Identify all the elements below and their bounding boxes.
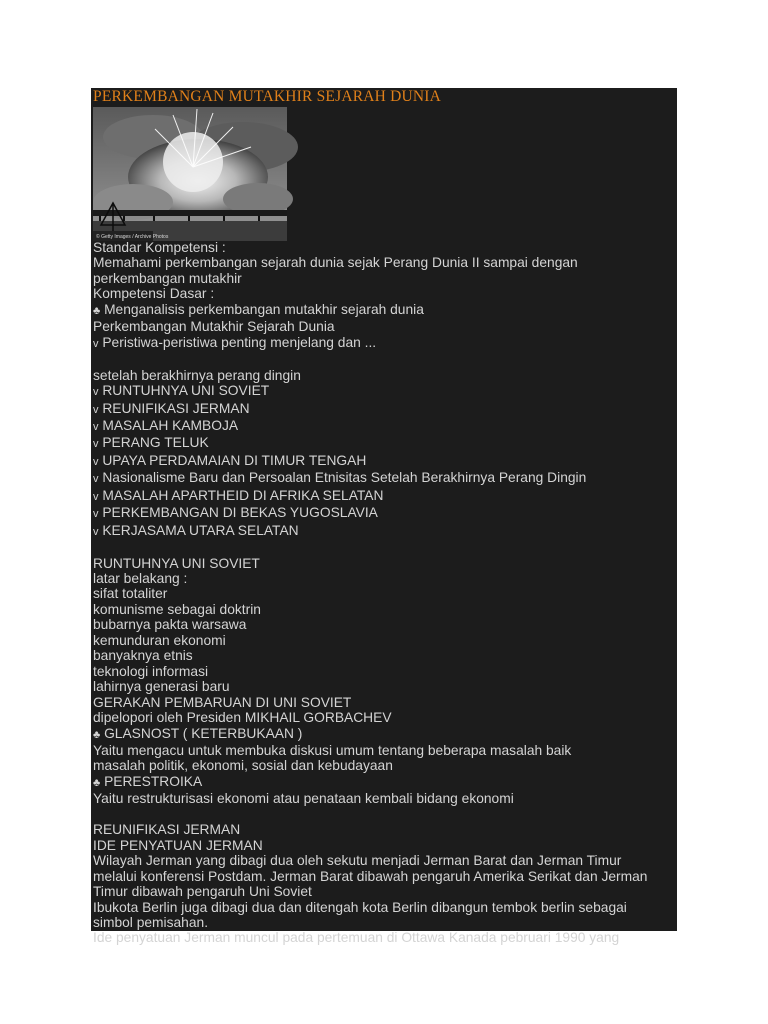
club-bullet-icon: ♣ — [93, 728, 101, 741]
v-bullet-icon: v — [93, 455, 99, 468]
page-title: PERKEMBANGAN MUTAKHIR SEJARAH DUNIA — [93, 88, 442, 105]
text-line: melalui konferensi Postdam. Jerman Barat dibawah pengaruh Amerika Serikat dan Jerman — [93, 868, 648, 884]
text-line: Perkembangan Mutakhir Sejarah Dunia — [93, 319, 335, 335]
text-line: Ide penyatuan Jerman muncul pada pertemuan di Ottawa Kanada pebruari 1990 yang — [93, 930, 620, 946]
blank-line — [93, 807, 675, 822]
list-item: ♣ Menganalisis perkembangan mutakhir sejarah dunia — [93, 301, 424, 317]
v-bullet-icon: v — [93, 473, 99, 486]
text-line: simbol pemisahan. — [93, 914, 209, 930]
text-line: masalah politik, ekonomi, sosial dan kebudayaan — [93, 758, 393, 774]
text-line: bubarnya pakta warsawa — [93, 617, 247, 633]
list-item: ♣ PERESTROIKA — [93, 773, 203, 789]
text-line: Yaitu mengacu untuk membuka diskusi umum tentang beberapa masalah baik — [93, 743, 572, 759]
list-item: v Peristiwa-peristiwa penting menjelang dan ... — [93, 334, 377, 350]
v-bullet-icon: v — [93, 420, 99, 433]
list-item: ♣ GLASNOST ( KETERBUKAAN ) — [93, 725, 303, 741]
v-bullet-icon: v — [93, 386, 99, 399]
v-bullet-icon: v — [93, 337, 99, 350]
photo-caption: © Getty Images / Archive Photos — [96, 234, 169, 240]
text-line: lahirnya generasi baru — [93, 679, 230, 695]
blank-line — [93, 540, 675, 555]
text-line: latar belakang : — [93, 571, 188, 587]
list-item: v UPAYA PERDAMAIAN DI TIMUR TENGAH — [93, 452, 367, 468]
text-line: Timur dibawah pengaruh Uni Soviet — [93, 884, 312, 900]
text-line: kemunduran ekonomi — [93, 632, 226, 648]
text-line: dipelopori oleh Presiden MIKHAIL GORBACHEV — [93, 710, 392, 726]
text-line: sifat totaliter — [93, 586, 168, 602]
text-line: Ibukota Berlin juga dibagi dua dan ditengah kota Berlin dibangun tembok berlin sebagai — [93, 899, 627, 915]
blank-line — [93, 352, 675, 367]
text-line: teknologi informasi — [93, 663, 209, 679]
section-heading: REUNIFIKASI JERMAN — [93, 822, 241, 838]
v-bullet-icon: v — [93, 508, 99, 521]
explosion-photo — [93, 107, 287, 241]
list-item: v RUNTUHNYA UNI SOVIET — [93, 383, 270, 399]
text-line: komunisme sebagai doktrin — [93, 601, 261, 617]
list-item: v Nasionalisme Baru dan Persoalan Etnisitas Setelah Berakhirnya Perang Dingin — [93, 470, 587, 486]
text-line: setelah berakhirnya perang dingin — [93, 367, 301, 383]
section-heading: RUNTUHNYA UNI SOVIET — [93, 555, 260, 571]
text-line: Yaitu restrukturisasi ekonomi atau penataan kembali bidang ekonomi — [93, 791, 514, 807]
list-item: v PERKEMBANGAN DI BEKAS YUGOSLAVIA — [93, 505, 378, 521]
section-heading: IDE PENYATUAN JERMAN — [93, 837, 263, 853]
text-line: Wilayah Jerman yang dibagi dua oleh sekutu menjadi Jerman Barat dan Jerman Timur — [93, 853, 622, 869]
v-bullet-icon: v — [93, 525, 99, 538]
text-line: Memahami perkembangan sejarah dunia sejak Perang Dunia II sampai dengan — [93, 255, 578, 271]
v-bullet-icon: v — [93, 403, 99, 416]
text-line: Standar Kompetensi : — [93, 240, 226, 255]
list-item: v KERJASAMA UTARA SELATAN — [93, 522, 299, 538]
club-bullet-icon: ♣ — [93, 776, 101, 789]
club-bullet-icon: ♣ — [93, 304, 101, 317]
text-line: perkembangan mutakhir — [93, 270, 242, 286]
section-heading: GERAKAN PEMBARUAN DI UNI SOVIET — [93, 694, 352, 710]
list-item: v MASALAH KAMBOJA — [93, 417, 239, 433]
text-line: Kompetensi Dasar : — [93, 286, 215, 302]
list-item: v PERANG TELUK — [93, 435, 209, 451]
v-bullet-icon: v — [93, 438, 99, 451]
v-bullet-icon: v — [93, 490, 99, 503]
document-page — [91, 88, 677, 946]
text-line: banyaknya etnis — [93, 648, 193, 664]
body-text — [93, 240, 675, 946]
list-item: v MASALAH APARTHEID DI AFRIKA SELATAN — [93, 487, 384, 503]
list-item: v REUNIFIKASI JERMAN — [93, 400, 250, 416]
